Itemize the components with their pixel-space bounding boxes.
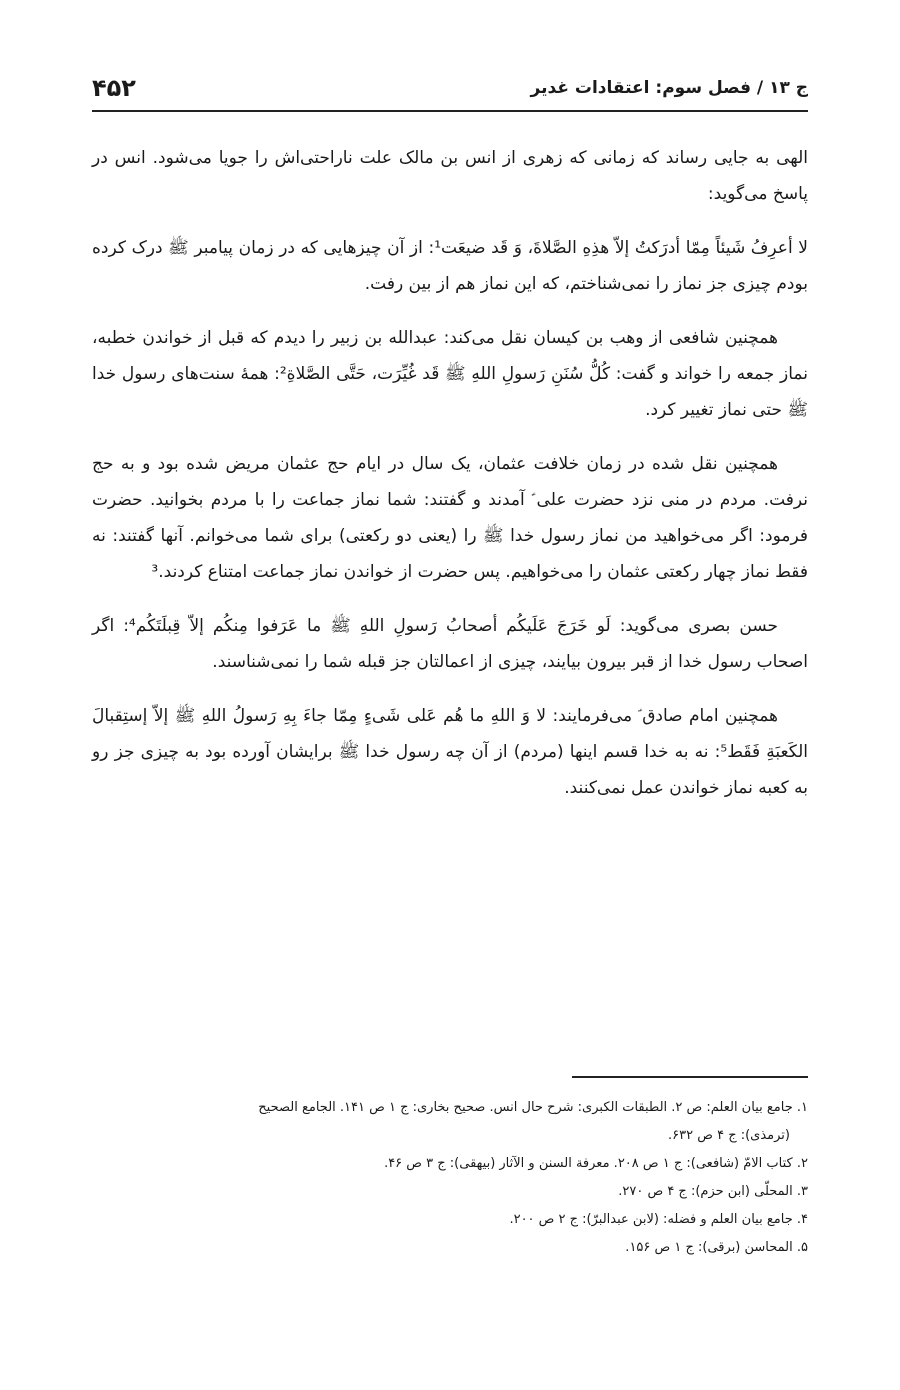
footnotes [92,1094,808,1262]
paragraph-3: همچنین شافعی از وهب بن کیسان نقل می‌کند: عبدالله بن زبیر را دیدم که قبل از خواندن خطبه، نماز جمعه را خواند و گفت: کُلُّ سُنَنِ رَسولِ اللهِ ﷺ قَد غُیِّرَت، حَتَّی الصَّلاةِ²: همهٔ سنت‌های رسول خدا ﷺ حتی نماز تغییر کرد. [92,328,808,420]
paragraph-5: حسن بصری می‌گوید: لَو خَرَجَ عَلَیکُم أصحابُ رَسولِ اللهِ ﷺ ما عَرَفوا مِنکُم إلاّ قِبلَتَکُم⁴: اگر اصحاب رسول خدا از قبر بیرون بیایند، چیزی از اعمالتان جز قبله شما را نمی‌شناسند. [92,616,808,672]
footnote-divider [572,1076,808,1078]
footnote-4: ۴. جامع بیان العلم و فضله: (لابن عبدالبرّ): ج ۲ ص ۲۰۰. [509,1212,808,1227]
paragraph-6: همچنین امام صادق ؑ می‌فرمایند: لا وَ اللهِ ما هُم عَلی شَیءٍ مِمّا جاءَ بِهِ رَسولُ اللهِ ﷺ إلاّ إستِقبالَ الکَعبَةِ فَقَط⁵: نه به خدا قسم اینها (مردم) از آن چه رسول خدا ﷺ برایشان آورده بود به چیزی جز رو به کعبه نماز خواندن عمل نمی‌کنند. [92,706,808,798]
footnote-3: ۳. المحلّی (ابن حزم): ج ۴ ص ۲۷۰. [618,1184,808,1199]
body-text [92,140,808,824]
page-header [92,66,808,112]
footnote-2: ۲. کتاب الامّ (شافعی): ج ۱ ص ۲۰۸. معرفة السنن و الآثار (بیهقی): ج ۳ ص ۴۶. [384,1156,808,1171]
paragraph-4: همچنین نقل شده در زمان خلافت عثمان، یک سال در ایام حج عثمان مریض شده بود و به حج نرفت. مردم در منی نزد حضرت علی ؑ آمدند و گفتند: شما نماز جماعت را با مردم بخوانید. حضرت فرمود: اگر می‌خواهید من نماز رسول خدا ﷺ را (یعنی دو رکعتی) برای شما می‌خوانم. آنها گفتند: نه فقط نماز چهار رکعتی عثمان را می‌خواهیم. پس حضرت از خواندن نماز جماعت امتناع کردند.³ [92,454,808,582]
footnote-5: ۵. المحاسن (برقی): ج ۱ ص ۱۵۶. [625,1240,808,1255]
paragraph-2: لا أعرِفُ شَیئاً مِمّا أدرَکتُ إلاّ هذِهِ الصَّلاةَ، وَ قَد ضیعَت¹: از آن چیزهایی که در زمان پیامبر ﷺ درک کرده بودم چیزی جز نماز را نمی‌شناختم، که این نماز هم از بین رفت. [92,238,808,294]
paragraph-1: الهی به جایی رساند که زمانی که زهری از انس بن مالک علت ناراحتی‌اش را جویا می‌شود. انس در پاسخ می‌گوید: [92,148,808,204]
footnote-1-line2: (ترمذی): ج ۴ ص ۶۳۲. [668,1128,790,1143]
footnote-1 [92,1094,808,1150]
running-head: ج ۱۳ / فصل سوم: اعتقادات غدیر [530,78,808,98]
page-number: ۴۵۲ [92,74,136,102]
page [92,0,808,1390]
footnote-1-line1: ۱. جامع بیان العلم: ص ۲. الطبقات الکبری: شرح حال انس. صحیح بخاری: ج ۱ ص ۱۴۱. الجامع الصحیح [258,1100,808,1115]
